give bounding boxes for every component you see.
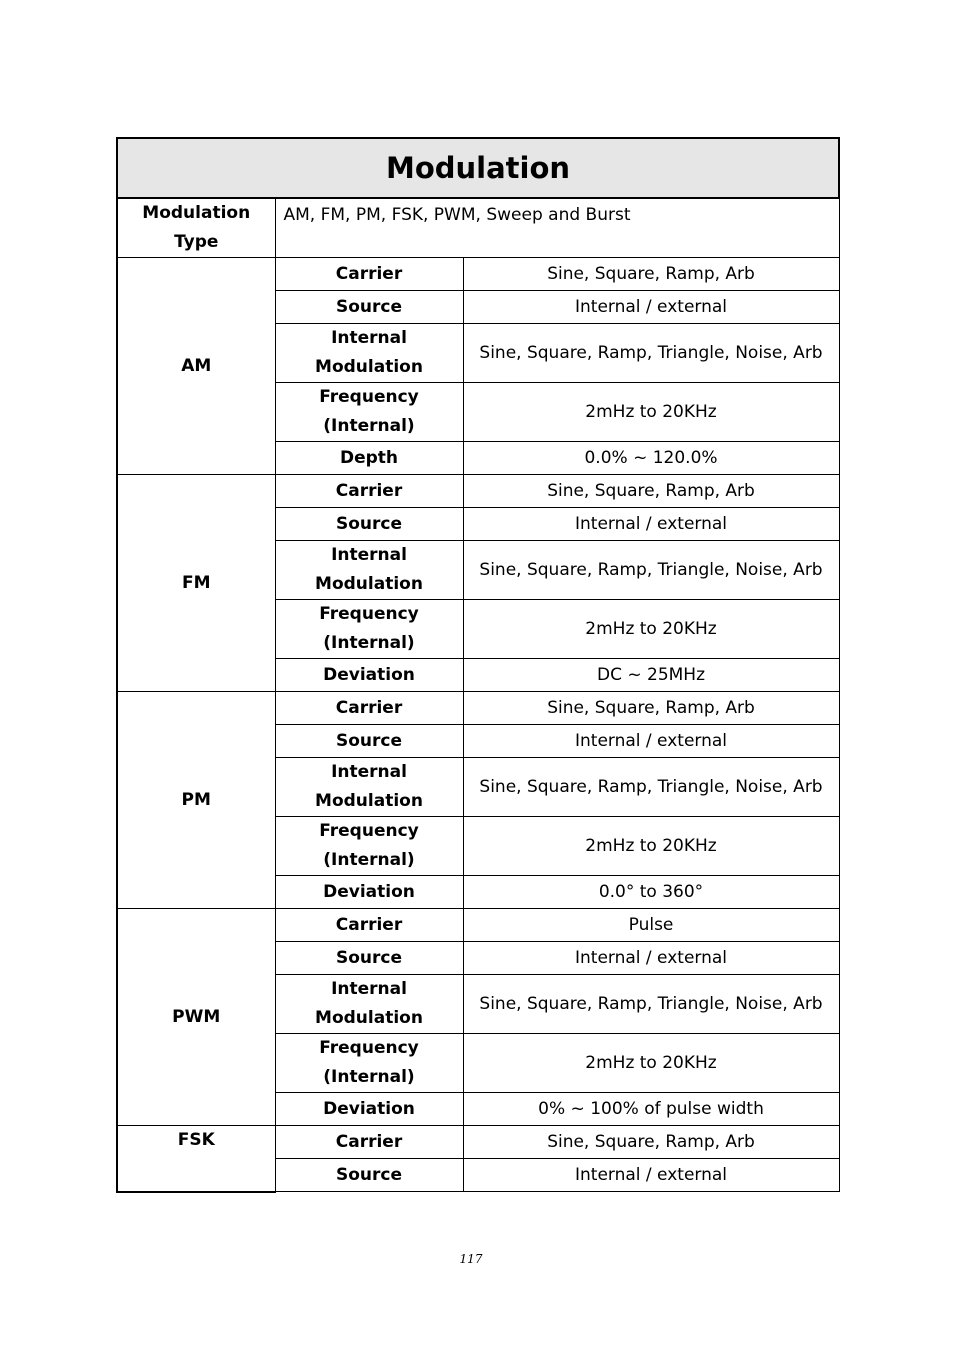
param-label: Carrier xyxy=(275,475,463,508)
param-value: Pulse xyxy=(463,909,839,942)
param-label: Source xyxy=(275,1159,463,1192)
param-value: DC ~ 25MHz xyxy=(463,659,839,692)
param-label: Frequency (Internal) xyxy=(275,383,463,442)
param-label: Carrier xyxy=(275,258,463,291)
param-value: Internal / external xyxy=(463,1159,839,1192)
param-value: Sine, Square, Ramp, Arb xyxy=(463,258,839,291)
param-label: Deviation xyxy=(275,1093,463,1126)
param-label: Frequency (Internal) xyxy=(275,600,463,659)
param-value: Sine, Square, Ramp, Arb xyxy=(463,475,839,508)
page-number: 117 xyxy=(459,1252,483,1266)
param-value: Internal / external xyxy=(463,725,839,758)
param-value: 2mHz to 20KHz xyxy=(463,600,839,659)
param-value: Internal / external xyxy=(463,942,839,975)
param-label: Source xyxy=(275,508,463,541)
param-value: 0.0% ~ 120.0% xyxy=(463,442,839,475)
table-row xyxy=(117,258,839,291)
group-label-fsk: FSK xyxy=(117,1126,275,1192)
param-label: Internal Modulation xyxy=(275,758,463,817)
param-value: Sine, Square, Ramp, Triangle, Noise, Arb xyxy=(463,541,839,600)
param-label: Carrier xyxy=(275,692,463,725)
param-value: 0% ~ 100% of pulse width xyxy=(463,1093,839,1126)
param-label: Source xyxy=(275,725,463,758)
param-value: 2mHz to 20KHz xyxy=(463,1034,839,1093)
param-label: Source xyxy=(275,942,463,975)
modulation-spec-table xyxy=(116,137,840,1193)
param-label: Internal Modulation xyxy=(275,324,463,383)
modulation-type-label: Modulation Type xyxy=(117,198,275,258)
param-label: Frequency (Internal) xyxy=(275,1034,463,1093)
param-value: Sine, Square, Ramp, Triangle, Noise, Arb xyxy=(463,324,839,383)
table-row xyxy=(117,692,839,725)
group-label-pwm: PWM xyxy=(117,909,275,1126)
param-value: 2mHz to 20KHz xyxy=(463,817,839,876)
param-label: Source xyxy=(275,291,463,324)
param-label: Carrier xyxy=(275,909,463,942)
param-label: Carrier xyxy=(275,1126,463,1159)
param-value: 2mHz to 20KHz xyxy=(463,383,839,442)
param-value: Sine, Square, Ramp, Arb xyxy=(463,1126,839,1159)
table-row xyxy=(117,475,839,508)
param-label: Deviation xyxy=(275,876,463,909)
param-label: Internal Modulation xyxy=(275,541,463,600)
param-value: Internal / external xyxy=(463,291,839,324)
param-value: Sine, Square, Ramp, Triangle, Noise, Arb xyxy=(463,975,839,1034)
group-label-pm: PM xyxy=(117,692,275,909)
modulation-type-value: AM, FM, PM, FSK, PWM, Sweep and Burst xyxy=(275,198,839,258)
group-label-fm: FM xyxy=(117,475,275,692)
param-label: Deviation xyxy=(275,659,463,692)
param-label: Internal Modulation xyxy=(275,975,463,1034)
param-value: 0.0° to 360° xyxy=(463,876,839,909)
table-row xyxy=(117,909,839,942)
table-title: Modulation xyxy=(117,138,839,198)
param-value: Sine, Square, Ramp, Arb xyxy=(463,692,839,725)
group-label-am: AM xyxy=(117,258,275,475)
param-value: Internal / external xyxy=(463,508,839,541)
param-value: Sine, Square, Ramp, Triangle, Noise, Arb xyxy=(463,758,839,817)
param-label: Depth xyxy=(275,442,463,475)
param-label: Frequency (Internal) xyxy=(275,817,463,876)
table-row xyxy=(117,1126,839,1159)
